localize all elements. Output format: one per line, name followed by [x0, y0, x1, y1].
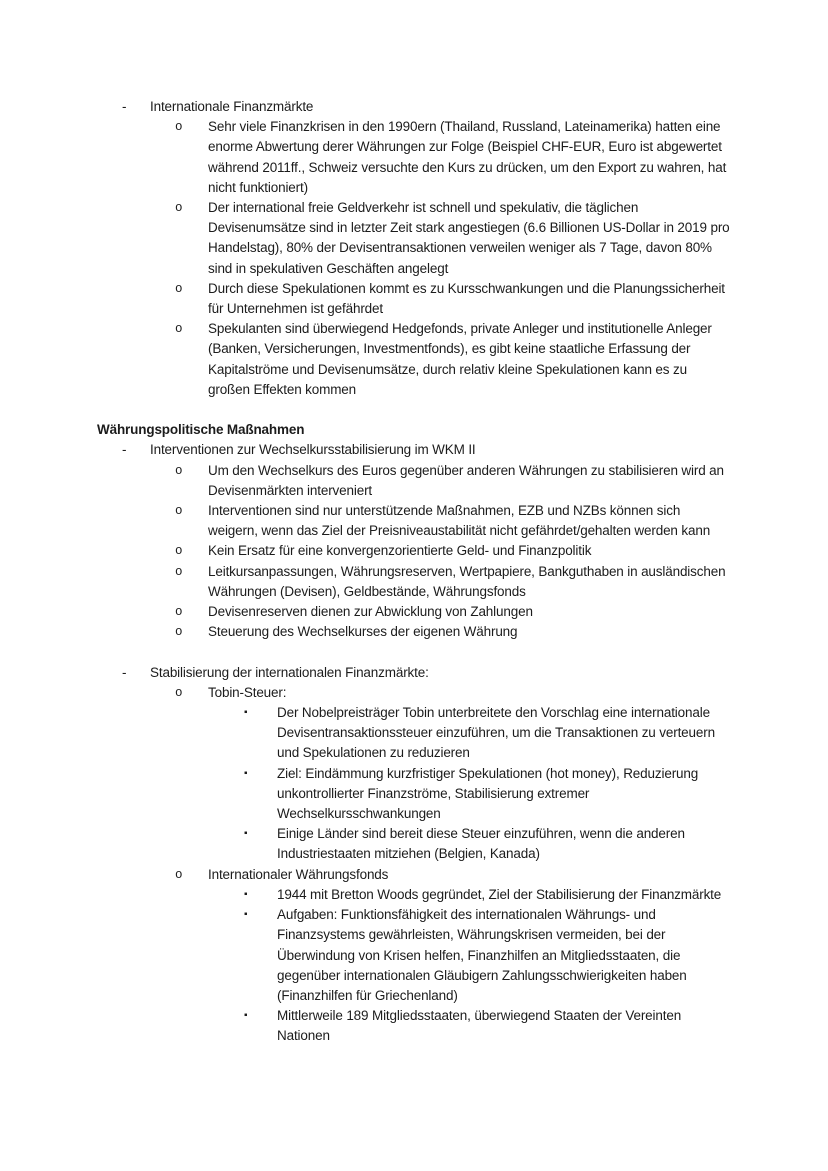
bullet-item-level-1	[97, 440, 731, 460]
bullet-item-text: Internationale Finanzmärkte	[150, 99, 314, 114]
bullet-item-text: Einige Länder sind bereit diese Steuer einzuführen, wenn die anderen Industriestaaten mitziehen (Belgien, Kanada)	[277, 826, 685, 862]
bullet-item-text: Devisenreserven dienen zur Abwicklung von Zahlungen	[208, 604, 533, 620]
blank-line	[97, 400, 731, 420]
bullet-circle-icon: o	[175, 281, 183, 296]
bullet-item-text: Der international freie Geldverkehr ist schnell und spekulativ, die täglichen Devisenumsätze sind in letzter Zeit stark angestiegen (6.6 Billionen US-Dollar in 2019 pro Handelstag), 80% der Devisentransaktionen verweilen weniger als 7 Tage, davon 80% sind in spekulativen Geschäften angelegt	[208, 200, 730, 276]
bullet-item-text: Steuerung des Wechselkurses der eigenen Währung	[208, 624, 518, 640]
bullet-item-text: Leitkursanpassungen, Währungsreserven, Wertpapiere, Bankguthaben in ausländischen Währungen (Devisen), Geldbestände, Währungsfonds	[208, 563, 726, 599]
bullet-item-text: Ziel: Eindämmung kurzfristiger Spekulationen (hot money), Reduzierung unkontrollierter Finanzströme, Stabilisierung extremer Wechselkursschwankungen	[277, 765, 699, 822]
bullet-square-icon: ▪	[244, 1010, 248, 1022]
bullet-circle-icon: o	[175, 504, 183, 519]
bullet-item-level-2	[97, 117, 731, 198]
bullet-item-text: Aufgaben: Funktionsfähigkeit des internationalen Währungs- und Finanzsystems gewährleisten, Währungskrisen vermeiden, bei der Überwindung von Krisen helfen, Finanzhilfen an Mitgliedsstaaten, die gegenüber internationalen Gläubigern Zahlungsschwierigkeiten haben (Finanzhilfen für Griechenland)	[277, 907, 687, 1003]
bullet-circle-icon: o	[175, 322, 183, 337]
bullet-item-level-2	[97, 562, 731, 602]
bullet-item-level-3	[97, 703, 731, 764]
bullet-square-icon: ▪	[244, 828, 248, 840]
bullet-circle-icon: o	[175, 867, 183, 882]
bullet-circle-icon: o	[175, 120, 183, 135]
bullet-item-text: Internationaler Währungsfonds	[208, 866, 389, 882]
bullet-circle-icon: o	[175, 564, 183, 579]
bullet-square-icon: ▪	[244, 888, 248, 900]
bullet-circle-icon: o	[175, 685, 183, 700]
bullet-item-level-2	[97, 683, 731, 703]
bullet-item-level-2	[97, 279, 731, 319]
bullet-circle-icon: o	[175, 544, 183, 559]
blank-line	[97, 642, 731, 662]
bullet-item-text: Tobin-Steuer:	[208, 684, 287, 700]
bullet-item-level-3	[97, 824, 731, 864]
bullet-item-text: Spekulanten sind überwiegend Hedgefonds, private Anleger und institutionelle Anleger (Banken, Versicherungen, Investmentfonds), es gibt keine staatliche Erfassung der Kapitalströme und Devisenumsätze, durch relativ kleine Spekulationen kann es zu großen Effekten kommen	[208, 321, 712, 397]
bullet-item-text: Durch diese Spekulationen kommt es zu Kursschwankungen und die Planungssicherheit für Unternehmen ist gefährdet	[208, 280, 725, 317]
bullet-item-level-2	[97, 198, 731, 279]
bullet-circle-icon: o	[175, 201, 183, 216]
bullet-dash-icon: -	[122, 442, 127, 458]
bullet-item-level-2	[97, 602, 731, 622]
bullet-item-level-1	[97, 663, 731, 683]
bullet-circle-icon: o	[175, 605, 183, 620]
document-content	[97, 97, 731, 1047]
section-heading: Währungspolitische Maßnahmen	[97, 422, 305, 438]
bullet-item-level-1	[97, 97, 731, 117]
bullet-square-icon: ▪	[244, 909, 248, 921]
bullet-item-text: Kein Ersatz für eine konvergenzorientierte Geld- und Finanzpolitik	[208, 543, 592, 559]
bullet-item-text: Der Nobelpreisträger Tobin unterbreitete den Vorschlag eine internationale Devisentransaktionssteuer einzuführen, um die Transaktionen zu verteuern und Spekulationen zu reduzieren	[277, 705, 715, 761]
bullet-dash-icon: -	[122, 99, 127, 114]
bullet-item-level-3	[97, 1006, 731, 1046]
bullet-item-text: Interventionen sind nur unterstützende Maßnahmen, EZB und NZBs können sich weigern, wenn das Ziel der Preisniveaustabilität nicht gefährdet/gehalten werden kann	[208, 503, 711, 539]
bullet-item-text: Stabilisierung der internationalen Finanzmärkte:	[150, 664, 429, 680]
bullet-item-text: 1944 mit Bretton Woods gegründet, Ziel der Stabilisierung der Finanzmärkte	[277, 886, 722, 902]
bullet-item-level-3	[97, 764, 731, 825]
bullet-dash-icon: -	[122, 664, 127, 680]
bullet-item-text: Interventionen zur Wechselkursstabilisierung im WKM II	[150, 442, 476, 458]
bullet-square-icon: ▪	[244, 707, 248, 719]
bullet-circle-icon: o	[175, 625, 183, 640]
bullet-item-level-2	[97, 319, 731, 400]
bullet-item-level-3	[97, 905, 731, 1006]
bullet-item-level-2	[97, 501, 731, 541]
bullet-item-level-2	[97, 541, 731, 561]
bullet-item-text: Um den Wechselkurs des Euros gegenüber anderen Währungen zu stabilisieren wird an Devisenmärkten interveniert	[208, 462, 724, 498]
bullet-item-text: Sehr viele Finanzkrisen in den 1990ern (Thailand, Russland, Lateinamerika) hatten eine enorme Abwertung derer Währungen zur Folge (Beispiel CHF-EUR, Euro ist abgewertet während 2011ff., Schweiz versuchte den Kurs zu drücken, um den Export zu wahren, hat nicht funktioniert)	[208, 119, 727, 195]
bullet-item-level-3	[97, 885, 731, 905]
bullet-item-level-2	[97, 622, 731, 642]
bullet-item-level-2	[97, 461, 731, 501]
bullet-square-icon: ▪	[244, 767, 248, 779]
bullet-item-text: Mittlerweile 189 Mitgliedsstaaten, überwiegend Staaten der Vereinten Nationen	[277, 1008, 682, 1044]
bullet-item-level-2	[97, 865, 731, 885]
bullet-circle-icon: o	[175, 463, 183, 478]
